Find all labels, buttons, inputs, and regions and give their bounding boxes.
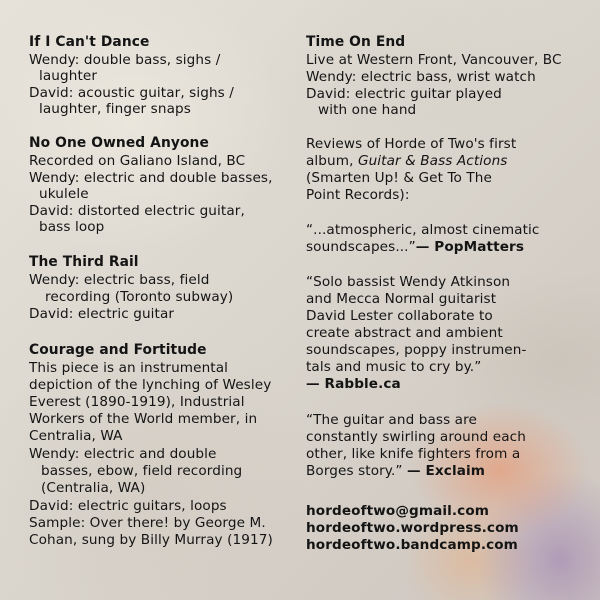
song-title: If I Can't Dance: [29, 34, 150, 50]
credit-line: Wendy: electric and double: [29, 446, 217, 462]
review-source: — Exclaim: [407, 463, 485, 479]
review-quote-line: David Lester collaborate to: [306, 308, 493, 324]
review-quote-line: and Mecca Normal guitarist: [306, 291, 497, 307]
credit-line: David: electric guitars, loops: [29, 498, 227, 514]
review-quote-line: “The guitar and bass are: [306, 412, 477, 428]
credit-line: Centralia, WA: [29, 428, 123, 444]
credit-line: David: electric guitar played: [306, 86, 502, 102]
credit-line: David: distorted electric guitar,: [29, 203, 245, 219]
review-quote-line: create abstract and ambient: [306, 325, 503, 341]
song-title: Time On End: [306, 34, 406, 50]
credit-line: Wendy: electric bass, field: [29, 272, 210, 288]
reviews-intro-line: [306, 152, 508, 170]
credit-line: laughter: [39, 68, 98, 84]
credit-line: recording (Toronto subway): [45, 289, 234, 305]
reviews-intro-text: album,: [306, 153, 354, 169]
reviews-intro-line: (Smarten Up! & Get To The: [306, 170, 492, 186]
contact-link[interactable]: hordeoftwo.bandcamp.com: [306, 537, 518, 553]
album-title: Guitar & Bass Actions: [357, 153, 508, 169]
credit-line: bass loop: [39, 219, 105, 235]
review-quote-line: “...atmospheric, almost cinematic: [306, 222, 540, 238]
credit-line: This piece is an instrumental: [29, 360, 229, 376]
credit-line: Cohan, sung by Billy Murray (1917): [29, 532, 273, 548]
review-quote-text: soundscapes...”: [306, 239, 416, 255]
credit-line: Workers of the World member, in: [29, 411, 258, 427]
credit-line: Sample: Over there! by George M.: [29, 515, 266, 531]
credit-line: Wendy: double bass, sighs /: [29, 52, 221, 68]
credit-line: David: acoustic guitar, sighs /: [29, 85, 234, 101]
credit-line: laughter, finger snaps: [39, 101, 191, 117]
review-quote-text: Borges story.”: [306, 463, 403, 479]
review-source: — PopMatters: [415, 239, 525, 255]
credit-line: Everest (1890-1919), Industrial: [29, 394, 245, 410]
credit-line: basses, ebow, field recording: [41, 463, 243, 479]
credit-line: with one hand: [318, 102, 417, 118]
reviews-intro-line: Reviews of Horde of Two's first: [306, 136, 517, 152]
song-title: No One Owned Anyone: [29, 135, 209, 151]
review-quote-line: [306, 462, 485, 480]
review-quote-line: constantly swirling around each: [306, 429, 526, 445]
credit-line: Recorded on Galiano Island, BC: [29, 153, 246, 169]
review-quote-line: other, like knife fighters from a: [306, 446, 521, 462]
review-quote-line: tals and music to cry by.”: [306, 359, 482, 375]
credit-line: (Centralia, WA): [41, 480, 146, 496]
contact-email[interactable]: hordeoftwo@gmail.com: [306, 503, 490, 519]
contact-link[interactable]: hordeoftwo.wordpress.com: [306, 520, 519, 536]
credit-line: ukulele: [39, 186, 89, 202]
credit-line: depiction of the lynching of Wesley: [29, 377, 272, 393]
review-source: — Rabble.ca: [306, 376, 401, 392]
credit-line: David: electric guitar: [29, 306, 175, 322]
credit-line: Live at Western Front, Vancouver, BC: [306, 52, 562, 68]
song-title: The Third Rail: [29, 254, 139, 270]
credit-line: Wendy: electric and double basses,: [29, 170, 273, 186]
review-quote-line: [306, 238, 524, 256]
song-title: Courage and Fortitude: [29, 342, 207, 358]
review-quote-line: soundscapes, poppy instrumen-: [306, 342, 527, 358]
credit-line: Wendy: electric bass, wrist watch: [306, 69, 536, 85]
reviews-intro-line: Point Records):: [306, 187, 410, 203]
review-quote-line: “Solo bassist Wendy Atkinson: [306, 274, 511, 290]
